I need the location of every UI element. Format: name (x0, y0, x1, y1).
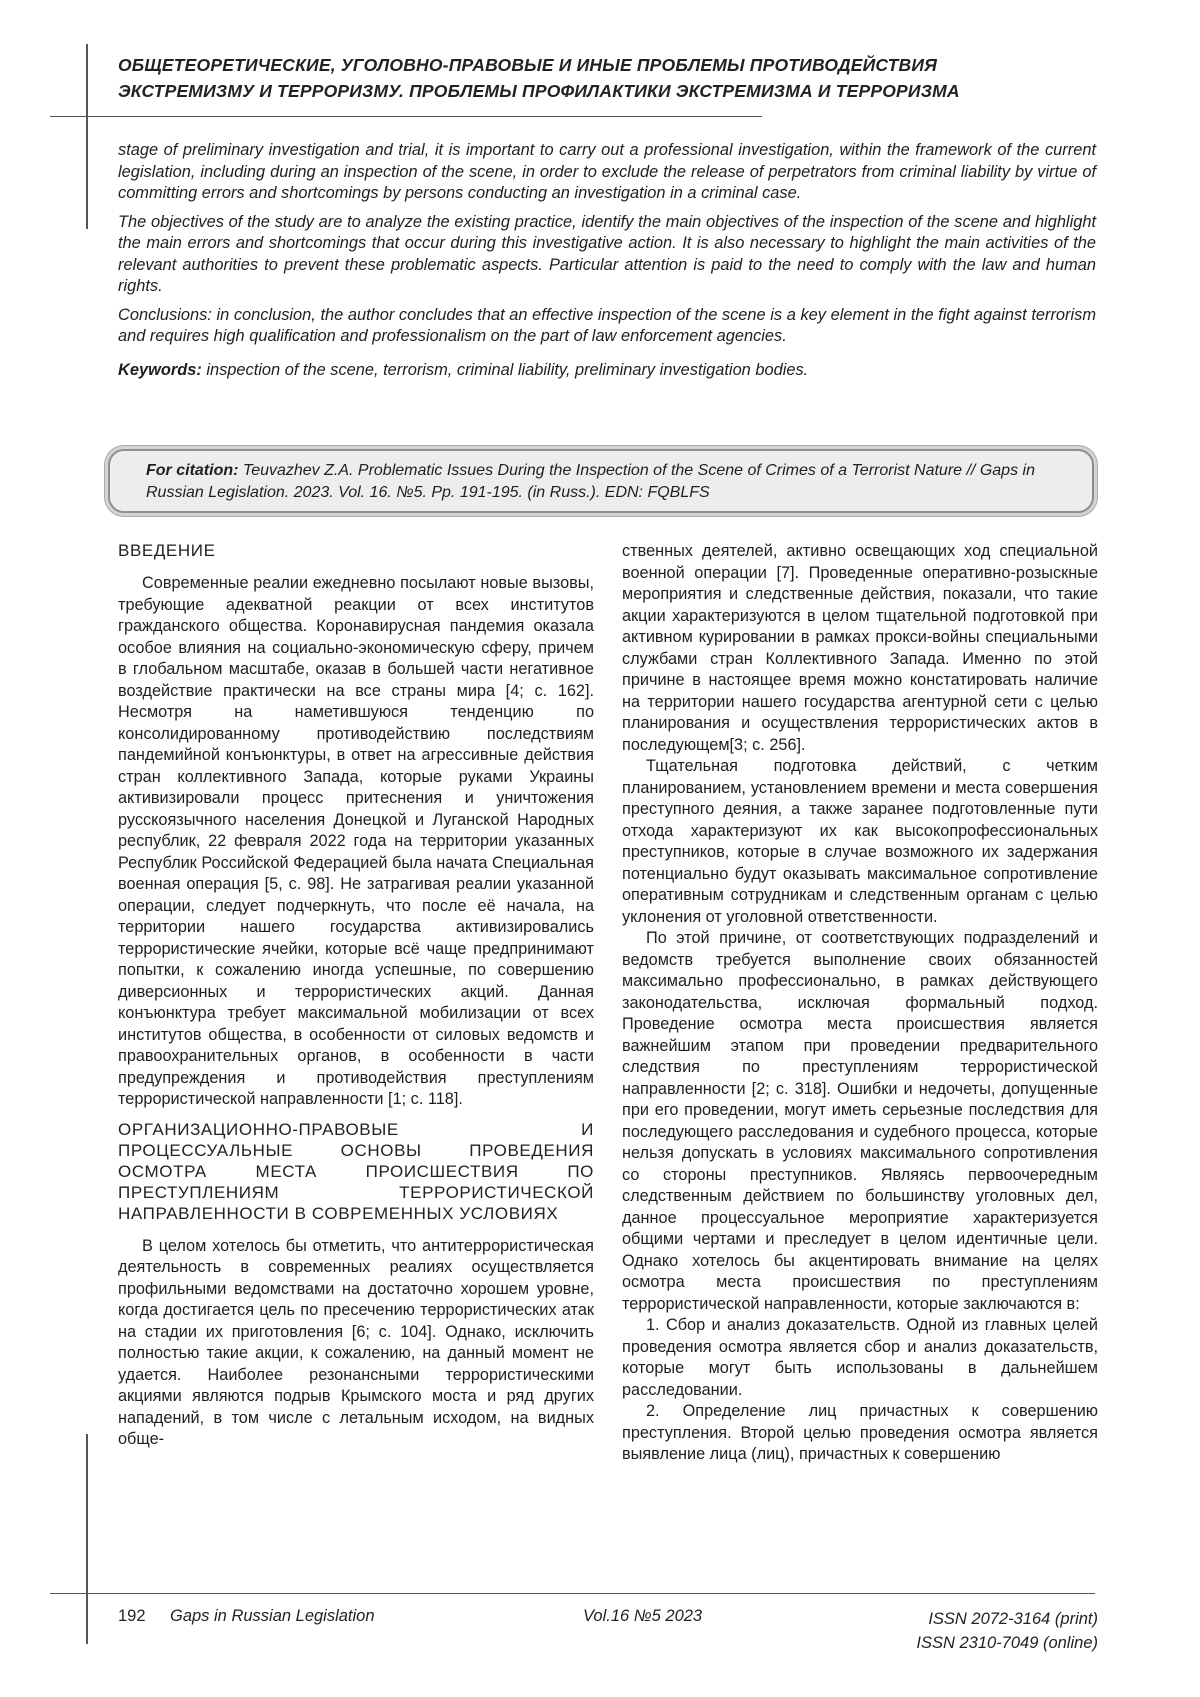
body-left-column (118, 540, 594, 1451)
body-paragraph: ственных деятелей, активно освещающих ход специальной военной операции [7]. Проведенные оперативно-розыскные мероприятия и следственные действия, показали, что такие акции характеризуются в целом тщательной подготовкой при активном курировании в рамках прокси-войны специальными службами стран Коллективного Запада. Именно по этой причине в настоящее время можно констатировать наличие на территории нашего государства агентурной сети с целью планирования и осуществления террористических актов в последующем[3; с. 256]. (622, 542, 1098, 754)
header-vertical-rule (86, 44, 88, 229)
running-header (118, 52, 1118, 104)
footer-horizontal-rule (50, 1593, 1095, 1594)
header-horizontal-rule (50, 116, 762, 117)
left-margin-rule (86, 1434, 88, 1644)
citation-reference: Teuvazhev Z.A. Problematic Issues During the Inspection of the Scene of Crimes of a Terrorist Nature // Gaps in Russian Legislation. 2023. Vol. 16. №5. Pp. 191-195. (in Russ.). EDN: FQBLFS (146, 462, 1035, 501)
citation-box (108, 449, 1094, 513)
abstract (118, 140, 1096, 388)
body-right-column (622, 541, 1098, 1466)
keywords (118, 360, 1096, 382)
section-heading-organizational-legal: ОРГАНИЗАЦИОННО-ПРАВОВЫЕ И ПРОЦЕССУАЛЬНЫЕ ОСНОВЫ ПРОВЕДЕНИЯ ОСМОТРА МЕСТА ПРОИСШЕСТВИЯ ПО ПРЕСТУПЛЕНИЯМ ТЕРРОРИСТИЧЕСКОЙ НАПРАВЛЕННОСТИ В СОВРЕМЕННЫХ УСЛОВИЯХ (118, 1119, 594, 1223)
keywords-label: Keywords: (118, 360, 202, 379)
abstract-paragraph-1: stage of preliminary investigation and trial, it is important to carry out a professional investigation, within the framework of the current legislation, including during an inspection of the scene, in order to exclude the release of perpetrators from criminal liability by virtue of committing errors and shortcomings by persons conducting an investigation in a criminal case. (118, 141, 1096, 202)
issn-online: ISSN 2310-7049 (online) (916, 1634, 1098, 1652)
citation-label: For citation: (146, 462, 239, 479)
body-paragraph: Современные реалии ежедневно посылают новые вызовы, требующие адекватной реакции от всех институтов гражданского общества. Коронавирусная пандемия оказала особое влияния на социально-экономическую сферу, причем в глобальном масштабе, оказав в большей части негативное воздействие практически на все страны мира [4; с. 162]. Несмотря на наметившуюся тенденцию по консолидированному противодействию последствиям пандемийной конъюнктуры, в ответ на агрессивные действия стран коллективного Запада, которые руками Украины активизировали процесс притеснения и уничтожения русскоязычного населения Донецкой и Луганской Народных республик, 22 февраля 2022 года на территории указанных Республик Российской Федерацией была начата Специальная военная операция [5, с. 98]. Не затрагивая реалии указанной операции, следует подчеркнуть, что после её начала, на территории нашего государства активизировались террористические ячейки, которые всё чаще предпринимают попытки, к сожалению иногда успешные, по совершению диверсионных и террористических акций. Данная конъюнктура требует максимальной мобилизации от всех институтов общества, в особенности от силовых ведомств и правоохранительных органов, в особенности в части предупреждения и противодействия преступлениям террористической направленности [1; с. 118]. (118, 574, 594, 1108)
body-paragraph: 1. Сбор и анализ доказательств. Одной из главных целей проведения осмотра является сбор и анализ доказательств, которые могут быть использованы в дальнейшем расследовании. (622, 1316, 1098, 1399)
journal-name: Gaps in Russian Legislation (170, 1607, 375, 1625)
issue-info: Vol.16 №5 2023 (583, 1607, 703, 1625)
abstract-paragraph-2: The objectives of the study are to analyze the existing practice, identify the main objectives of the inspection of the scene and highlight the main errors and shortcomings that occur during this investigative action. It is also necessary to highlight the main activities of the relevant authorities to prevent these problematic aspects. Particular attention is paid to the need to comply with the law and human rights. (118, 212, 1096, 295)
body-paragraph: Тщательная подготовка действий, с четким планированием, установлением времени и места совершения преступного деяния, а также заранее подготовленные пути отхода характеризуют их как высокопрофессиональных преступников, которые в случае возможного их задержания потенциально будут оказывать максимальное сопротивление оперативным сотрудникам и следственным органам с целью уклонения от уголовной ответственности. (622, 757, 1098, 926)
section-heading-introduction: ВВЕДЕНИЕ (118, 541, 216, 560)
abstract-paragraph-3: Conclusions: in conclusion, the author concludes that an effective inspection of the scene is a key element in the fight against terrorism and requires high qualification and professionalism on the part of law enforcement agencies. (118, 305, 1096, 345)
issn-block (916, 1607, 1098, 1655)
issn-print: ISSN 2072-3164 (print) (928, 1610, 1098, 1628)
body-paragraph: В целом хотелось бы отметить, что антитеррористическая деятельность в современных реалиях осуществляется профильными ведомствами на достаточно хорошем уровне, когда достигается цель по пресечению террористических атак на стадии их приготовления [6; с. 104]. Однако, исключить полностью такие акции, к сожалению, на данный момент не удается. Наиболее резонансными террористическими акциями являются подрыв Крымского моста и ряд других нападений, в том числе с летальным исходом, на видных обще- (118, 1236, 594, 1448)
keywords-text: inspection of the scene, terrorism, criminal liability, preliminary investigation bodies. (201, 360, 809, 379)
running-header-line-2: ЭКСТРЕМИЗМУ И ТЕРРОРИЗМУ. ПРОБЛЕМЫ ПРОФИЛАКТИКИ ЭКСТРЕМИЗМА И ТЕРРОРИЗМА (118, 81, 960, 101)
body-paragraph: 2. Определение лиц причастных к совершению преступления. Второй целью проведения осмотра является выявление лица (лиц), причастных к совершению (622, 1402, 1098, 1463)
body-paragraph: По этой причине, от соответствующих подразделений и ведомств требуется выполнение своих обязанностей максимально профессионально, в рамках действующего законодательства, исключая формальный подход. Проведение осмотра места происшествия является важнейшим этапом при проведении предварительного следствия по преступлениям террористической направленности [2; с. 318]. Ошибки и недочеты, допущенные при его проведении, могут иметь серьезные последствия для последующего расследования и судебного процесса, которые нельзя допускать в условиях максимального сопротивления со стороны преступников. Являясь первоочередным следственным действием по большинству уголовных дел, данное процессуальное мероприятие характеризуется общими чертами и преследует в целом идентичные цели. Однако хотелось бы акцентировать внимание на целях осмотра места происшествия по преступлениям террористической направленности, которые заключаются в: (622, 929, 1098, 1313)
running-header-line-1: ОБЩЕТЕОРЕТИЧЕСКИЕ, УГОЛОВНО-ПРАВОВЫЕ И ИНЫЕ ПРОБЛЕМЫ ПРОТИВОДЕЙСТВИЯ (118, 55, 938, 75)
page-number: 192 (118, 1607, 146, 1625)
citation-text (146, 460, 1066, 504)
